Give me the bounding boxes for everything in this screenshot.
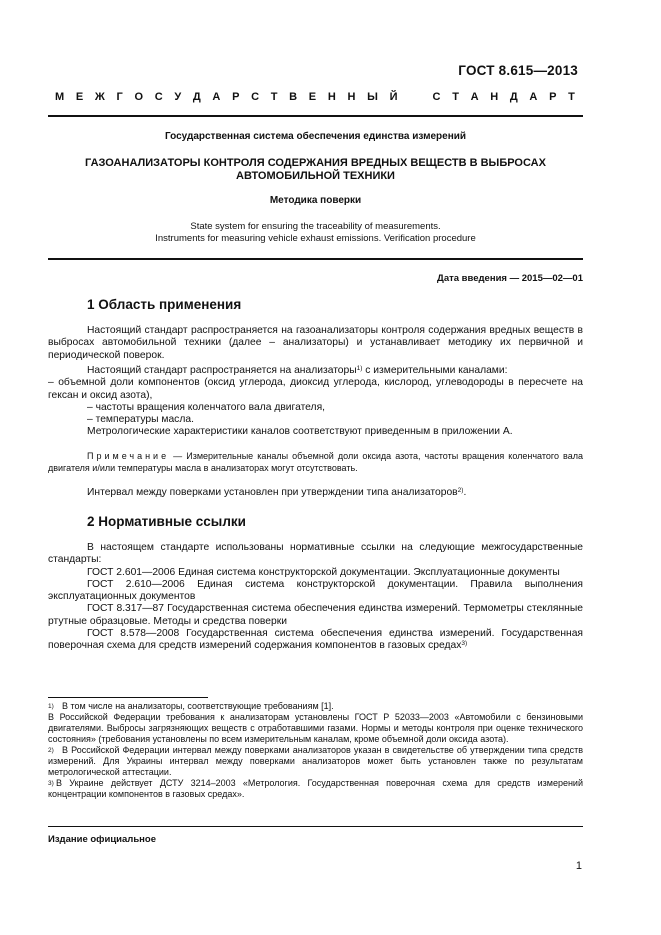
footnote-2-mark: 2) [48, 747, 54, 754]
footnote-ref-2: 2) [457, 487, 464, 494]
p2-text-end: с измерительными каналами: [362, 365, 508, 376]
interstate-letter: С [154, 91, 163, 103]
section-1-note [48, 451, 583, 474]
section-1-paragraph-1: Настоящий стандарт распространяется на газоанализаторы контроля содержания вредных веществ в выбросах автомобильной техники (далее – анализаторы) и устанавливает методику их первичной и периодической поверок. [48, 325, 583, 361]
interstate-letter: Т [270, 91, 278, 103]
footnote-1-continuation: В Российской Федерации требования к анализаторам установлены ГОСТ Р 52033—2003 «Автомобили с бензиновыми двигателями. Выбросы загрязняющих веществ с отработавшими газами. Нормы и методы контроля при оценке технического состояния» (требования установлены по всем измерительным каналам, кроме объемной доли оксида азота). [48, 712, 583, 744]
note-text: — Измерительные каналы объемной доли оксида азота, частоты вращения коленчатого вала двигателя и/или температуры масла в анализаторах могут отсутствовать. [48, 451, 583, 473]
system-title: Государственная система обеспечения единства измерений [164, 131, 467, 142]
english-title-line1: State system for ensuring the traceability of measurements. [190, 221, 441, 232]
interstate-letter: Т [568, 91, 575, 103]
interstate-letter: А [212, 91, 221, 103]
channel-item-2: – частоты вращения коленчатого вала двигателя, [87, 401, 326, 413]
interstate-letter: Р [549, 91, 557, 103]
interstate-letter: Ы [367, 91, 378, 103]
interstate-letter: С [251, 91, 260, 103]
official-edition-label: Издание официальное [48, 834, 156, 845]
interstate-letter: В [289, 91, 298, 103]
interstate-standard-heading [55, 91, 575, 103]
section-1-paragraph-4 [48, 487, 583, 499]
section-1-channels-block [48, 365, 583, 439]
document-title [48, 157, 583, 183]
english-title-line2: Instruments for measuring vehicle exhaust emissions. Verification procedure [155, 233, 476, 244]
interstate-letter: А [470, 91, 479, 103]
p4-text-end: . [463, 487, 467, 498]
interstate-letter: Н [347, 91, 356, 103]
footnote-3 [48, 778, 583, 800]
ref4-text: ГОСТ 8.578—2008 Государственная система обеспечения единства измерений. Государственная поверочная схема для средств измерений содержания компонентов в газовых средах [48, 628, 583, 652]
english-title [48, 221, 583, 245]
p2-text: Настоящий стандарт распространяется на анализаторы [87, 365, 357, 376]
normative-reference-3: ГОСТ 8.317—87 Государственная система обеспечения единства измерений. Термометры стеклянные ртутные образцовые. Методы и средства поверки [48, 603, 583, 627]
footnote-3-mark: 3) [48, 780, 54, 787]
footnote-1 [48, 701, 583, 712]
section-1-heading: 1 Область применения [87, 297, 242, 312]
footnote-ref-3: 3) [461, 640, 468, 648]
standard-number: ГОСТ 8.615—2013 [458, 63, 578, 78]
interstate-letter: Н [490, 91, 499, 103]
interstate-letter: Е [308, 91, 317, 103]
method-subtitle: Методика поверки [269, 195, 362, 206]
note-label: Примечание [87, 451, 170, 461]
interstate-letter: Д [192, 91, 201, 103]
interstate-letter: Ж [94, 91, 105, 103]
interstate-letter: Т [452, 91, 459, 103]
footnote-2 [48, 745, 583, 778]
normative-reference-1: ГОСТ 2.601—2006 Единая система конструкторской документации. Эксплуатационные документы [87, 566, 560, 578]
normative-reference-2: ГОСТ 2.610—2006 Единая система конструкторской документации. Правила выполнения эксплуатационных документов [48, 578, 583, 603]
edition-rule [48, 826, 583, 827]
footnote-1-mark: 1) [48, 703, 54, 710]
interstate-letter: О [134, 91, 144, 103]
interstate-letter: Г [116, 91, 123, 103]
section-2-heading: 2 Нормативные ссылки [87, 514, 246, 529]
interstate-letter: А [529, 91, 538, 103]
footnote-ref-1: 1) [356, 365, 363, 372]
footnote-separator [48, 697, 208, 698]
interstate-letter: Н [327, 91, 336, 103]
interstate-letter: Д [509, 91, 518, 103]
section-1-paragraph-2 [48, 365, 583, 377]
footnotes [48, 701, 583, 800]
interstate-letter: М [55, 91, 65, 103]
normative-reference-4 [48, 628, 583, 653]
date-of-introduction: Дата введения — 2015—02—01 [437, 273, 583, 284]
footnote-3-text: В Украине действует ДСТУ 3214–2003 «Метрология. Государственная поверочная схема для средств измерений концентрации компонентов в газовых средах». [48, 778, 583, 799]
channel-item-1: – объемной доли компонентов (оксид углерода, диоксид углерода, кислород, углеводороды в пересчете на гексан и оксид азота), [48, 377, 583, 401]
interstate-letter: Е [75, 91, 84, 103]
section-2-body [48, 542, 583, 653]
top-rule [48, 115, 583, 117]
title-rule [48, 258, 583, 260]
page-number: 1 [575, 860, 582, 872]
interstate-letter: С [432, 91, 441, 103]
interstate-letter: Й [389, 91, 398, 103]
document-title-line1: ГАЗОАНАЛИЗАТОРЫ КОНТРОЛЯ СОДЕРЖАНИЯ ВРЕДНЫХ ВЕЩЕСТВ В ВЫБРОСАХ [85, 157, 546, 169]
interstate-letter: Р [232, 91, 240, 103]
section-1-paragraph-3: Метрологические характеристики каналов соответствуют приведенным в приложении А. [87, 426, 513, 438]
section-2-paragraph-1: В настоящем стандарте использованы нормативные ссылки на следующие межгосударственные стандарты: [48, 542, 583, 566]
interstate-letter: У [174, 91, 182, 103]
document-title-line2: АВТОМОБИЛЬНОЙ ТЕХНИКИ [236, 170, 395, 182]
footnote-1-text: В том числе на анализаторы, соответствующие требованиям [1]. [62, 701, 334, 711]
p4-text: Интервал между поверками установлен при утверждении типа анализаторов [87, 487, 458, 498]
channel-item-3: – температуры масла. [87, 414, 194, 426]
footnote-2-text: В Российской Федерации интервал между поверками анализаторов указан в свидетельстве об утверждении типа средств измерений. Для Украины интервал между поверками анализаторов может быть установлен также по результатам метрологической аттестации. [48, 745, 583, 777]
